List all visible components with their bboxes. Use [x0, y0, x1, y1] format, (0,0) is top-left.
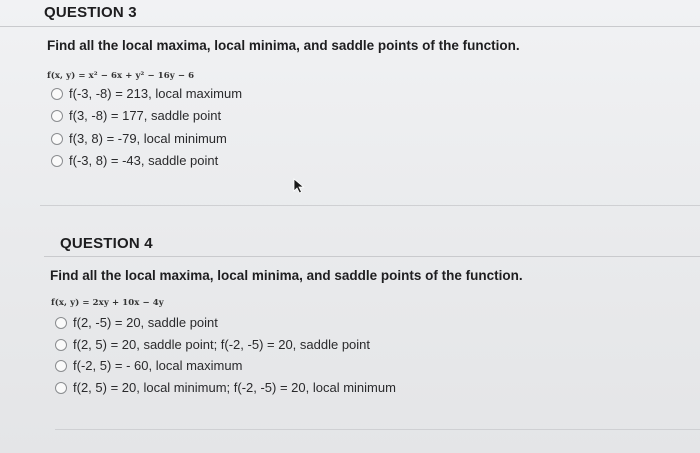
q3-option-2[interactable] — [51, 108, 221, 123]
radio-button[interactable] — [55, 339, 67, 351]
q3-prompt: Find all the local maxima, local minima, and saddle points of the function. — [47, 38, 520, 53]
q4-option-4[interactable] — [55, 380, 396, 395]
mouse-cursor-icon — [292, 178, 306, 194]
radio-button[interactable] — [51, 155, 63, 167]
q4-header-rule — [44, 256, 700, 257]
q4-option-3-label: f(-2, 5) = - 60, local maximum — [73, 358, 243, 373]
question-separator — [55, 429, 700, 430]
radio-button[interactable] — [51, 110, 63, 122]
radio-button[interactable] — [55, 360, 67, 372]
q4-option-2-label: f(2, 5) = 20, saddle point; f(-2, -5) = 20, saddle point — [73, 337, 371, 352]
q3-header-rule — [0, 26, 700, 27]
radio-button[interactable] — [55, 317, 67, 329]
q4-option-3[interactable] — [55, 358, 242, 373]
q4-prompt: Find all the local maxima, local minima, and saddle points of the function. — [50, 268, 523, 283]
radio-button[interactable] — [55, 382, 67, 394]
q4-option-1-label: f(2, -5) = 20, saddle point — [73, 315, 218, 330]
q3-option-4[interactable] — [51, 153, 218, 168]
q3-title: QUESTION 3 — [44, 4, 137, 21]
q3-option-3-label: f(3, 8) = -79, local minimum — [69, 131, 227, 146]
question-separator — [40, 205, 700, 206]
q3-option-2-label: f(3, -8) = 177, saddle point — [69, 108, 222, 123]
q3-option-1-label: f(-3, -8) = 213, local maximum — [69, 86, 243, 101]
q3-function: f(x, y) = x² − 6x + y² − 16y − 6 — [47, 71, 195, 81]
q4-option-1[interactable] — [55, 315, 218, 330]
q3-option-3[interactable] — [51, 131, 227, 146]
q4-title: QUESTION 4 — [60, 235, 153, 252]
radio-button[interactable] — [51, 88, 63, 100]
q4-option-2[interactable] — [55, 337, 370, 352]
q3-option-4-label: f(-3, 8) = -43, saddle point — [69, 153, 219, 168]
radio-button[interactable] — [51, 133, 63, 145]
q3-option-1[interactable] — [51, 86, 242, 101]
q4-function: f(x, y) = 2xy + 10x − 4y — [51, 298, 164, 308]
q4-option-4-label: f(2, 5) = 20, local minimum; f(-2, -5) = 20, local minimum — [73, 380, 396, 395]
